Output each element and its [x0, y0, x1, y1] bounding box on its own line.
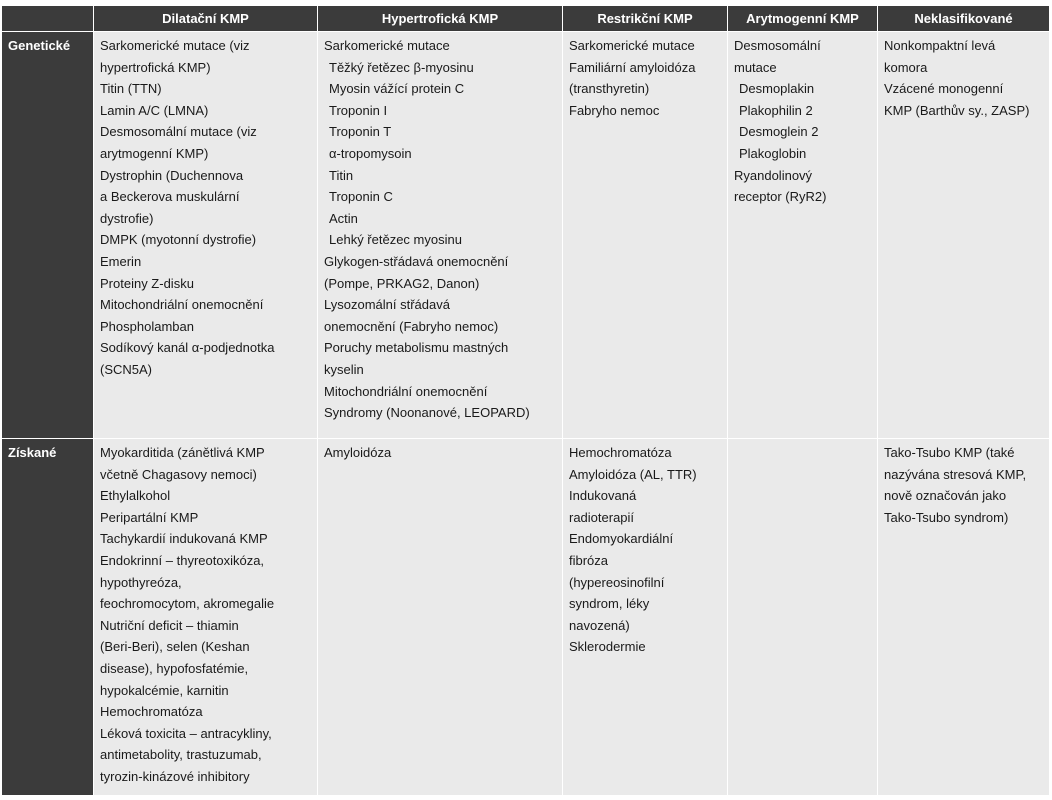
cell-line: Myokarditida (zánětlivá KMP [100, 445, 265, 460]
cell-line: nově označován jako [884, 488, 1007, 504]
cell-line: Hemochromatóza [569, 445, 672, 460]
cell-line: dystrofie) [100, 210, 154, 226]
cell-line: Emerin [100, 253, 142, 269]
cell-line: Titin (TTN) [100, 81, 162, 97]
item-list [318, 32, 562, 428]
column-header: Dilatační KMP [94, 6, 318, 32]
cell-line: Sklerodermie [569, 639, 646, 655]
table-cell [878, 439, 1050, 796]
item-list [563, 439, 727, 662]
table-cell [563, 32, 728, 439]
cell-line: Sarkomerické mutace [569, 38, 695, 53]
cell-line: Sarkomerické mutace (viz [100, 38, 250, 53]
cell-line: onemocnění (Fabryho nemoc) [324, 318, 499, 334]
cell-line: Syndromy (Noonanové, LEOPARD) [324, 405, 530, 421]
cell-line: Troponin T [329, 124, 392, 140]
cell-line: (Pompe, PRKAG2, Danon) [324, 275, 480, 291]
cell-line: Těžký řetězec β-myosinu [329, 59, 474, 75]
row-header: Genetické [2, 32, 94, 439]
cell-line: α-tropomysoin [329, 145, 412, 161]
table-cell [728, 32, 878, 439]
cell-line: Desmosomální [734, 38, 821, 53]
cell-line: tyrozin-kinázové inhibitory [100, 768, 250, 784]
item-list [728, 439, 877, 446]
cell-line: Titin [329, 167, 354, 183]
column-header: Arytmogenní KMP [728, 6, 878, 32]
cell-line: (SCN5A) [100, 361, 153, 377]
cell-line: Familiární amyloidóza [569, 59, 696, 75]
cell-line: mutace [734, 59, 777, 75]
cell-line: a Beckerova muskulární [100, 189, 240, 205]
cell-line: Desmoglein 2 [739, 124, 819, 140]
cell-line: Lamin A/C (LMNA) [100, 102, 209, 118]
cell-line: Sodíkový kanál α-podjednotka [100, 340, 275, 356]
cell-line: KMP (Barthův sy., ZASP) [884, 102, 1030, 118]
item-list [563, 32, 727, 125]
table-row-genetic [2, 32, 1050, 439]
header-corner-cell [2, 6, 94, 32]
cell-line: Desmoplakin [739, 81, 815, 97]
cell-line: Nutriční deficit – thiamin [100, 617, 239, 633]
cell-line: Glykogen-střádavá onemocnění [324, 253, 509, 269]
cell-line: včetně Chagasovy nemoci) [100, 466, 257, 482]
column-header: Neklasifikované [878, 6, 1050, 32]
item-list [728, 32, 877, 212]
cell-line: Nonkompaktní levá [884, 38, 996, 53]
cell-line: fibróza [569, 552, 609, 568]
cell-line: feochromocytom, akromegalie [100, 596, 275, 612]
cell-line: Amyloidóza (AL, TTR) [569, 466, 697, 482]
cell-line: hypokalcémie, karnitin [100, 682, 229, 698]
cell-line: DMPK (myotonní dystrofie) [100, 232, 257, 248]
item-list [94, 439, 317, 792]
cell-line: Hemochromatóza [100, 704, 203, 720]
item-list [94, 32, 317, 385]
cell-line: navozená) [569, 617, 630, 633]
cell-line: Troponin C [329, 189, 393, 205]
cell-line: Poruchy metabolismu mastných [324, 340, 509, 356]
cell-line: Vzácené monogenní [884, 81, 1004, 97]
table-cell [94, 32, 318, 439]
item-list [318, 439, 562, 468]
cardiomyopathy-classification-table [1, 5, 1050, 796]
cell-line: Phospholamban [100, 318, 194, 334]
cell-line: Endomyokardiální [569, 531, 674, 547]
cell-line: hypertrofická KMP) [100, 59, 211, 75]
cell-line: syndrom, léky [569, 596, 650, 612]
table-cell [318, 439, 563, 796]
cell-line: kyselin [324, 361, 364, 377]
cell-line: (Beri-Beri), selen (Keshan [100, 639, 250, 655]
cell-line: Proteiny Z-disku [100, 275, 194, 291]
cell-line: Amyloidóza [324, 445, 392, 460]
cell-line: Mitochondriální onemocnění [100, 297, 264, 313]
row-header: Získané [2, 439, 94, 796]
cell-line: antimetabolity, trastuzumab, [100, 747, 262, 763]
item-list [878, 439, 1049, 532]
item-list [878, 32, 1049, 125]
cell-line: Lehký řetězec myosinu [329, 232, 462, 248]
table-cell [563, 439, 728, 796]
cell-line: Sarkomerické mutace [324, 38, 450, 53]
cell-line: Ethylalkohol [100, 488, 171, 504]
table-cell [878, 32, 1050, 439]
cell-line: radioterapií [569, 509, 635, 525]
table-row-acquired [2, 439, 1050, 796]
cell-line: Myosin vážící protein C [329, 81, 465, 97]
cell-line: Léková toxicita – antracykliny, [100, 725, 272, 741]
cell-line: Plakoglobin [739, 145, 807, 161]
cell-line: hypothyreóza, [100, 574, 182, 590]
table-cell [728, 439, 878, 796]
column-header: Hypertrofická KMP [318, 6, 563, 32]
cell-line: disease), hypofosfatémie, [100, 660, 249, 676]
cell-line: Plakophilin 2 [739, 102, 813, 118]
cell-line: receptor (RyR2) [734, 189, 827, 205]
cell-line: Fabryho nemoc [569, 102, 660, 118]
cell-line: Peripartální KMP [100, 509, 199, 525]
cell-line: Desmosomální mutace (viz [100, 124, 257, 140]
cell-line: Dystrophin (Duchennova [100, 167, 244, 183]
cell-line: Mitochondriální onemocnění [324, 383, 488, 399]
cell-line: Tachykardií indukovaná KMP [100, 531, 268, 547]
header-row [2, 6, 1050, 32]
cell-line: (hypereosinofilní [569, 574, 665, 590]
cell-line: komora [884, 59, 928, 75]
cell-line: nazývána stresová KMP, [884, 466, 1027, 482]
column-header: Restrikční KMP [563, 6, 728, 32]
cell-line: Troponin I [329, 102, 388, 118]
cell-line: Indukovaná [569, 488, 637, 504]
cell-line: Endokrinní – thyreotoxikóza, [100, 552, 265, 568]
cell-line: (transthyretin) [569, 81, 650, 97]
cell-line: Ryandolinový [734, 167, 813, 183]
cell-line: arytmogenní KMP) [100, 145, 209, 161]
cell-line: Tako-Tsubo KMP (také [884, 445, 1015, 460]
cell-line: Actin [329, 210, 358, 226]
table-cell [318, 32, 563, 439]
cell-line: Tako-Tsubo syndrom) [884, 509, 1009, 525]
cell-line: Lysozomální střádavá [324, 297, 450, 313]
table-cell [94, 439, 318, 796]
